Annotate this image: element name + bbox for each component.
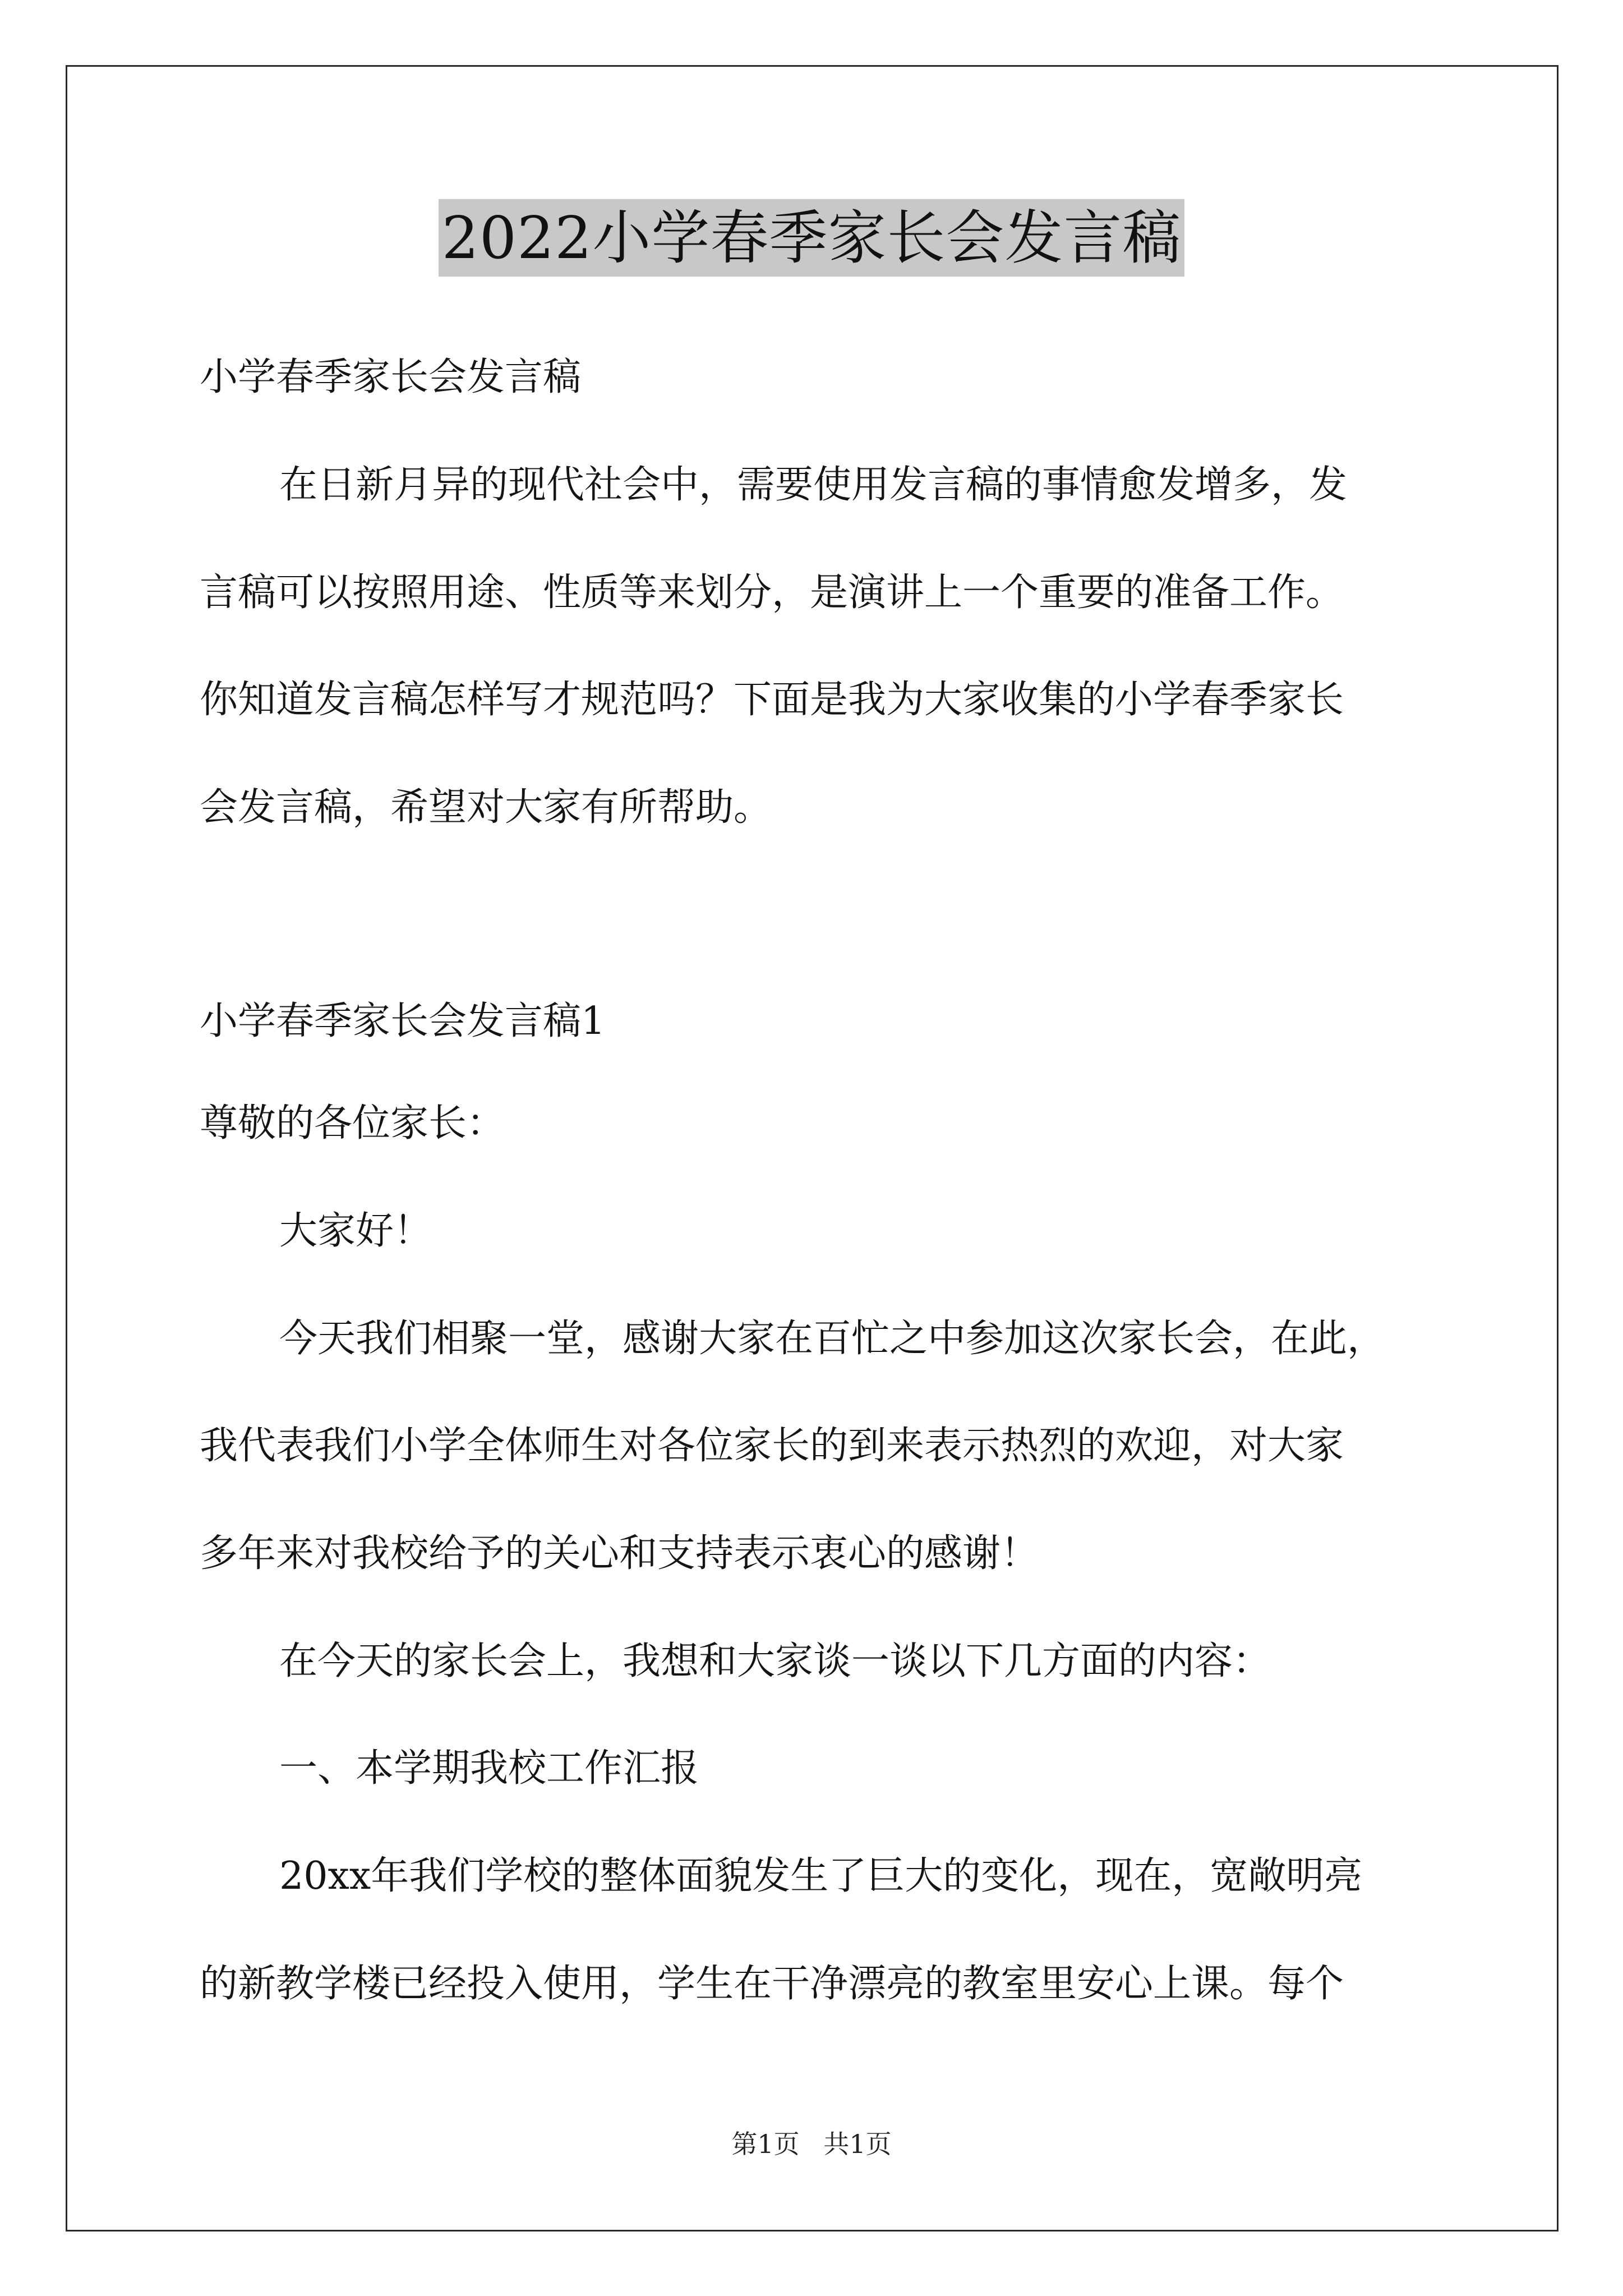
page-footer (0, 2127, 1623, 2161)
paragraph-line: 今天我们相聚一堂，感谢大家在百忙之中参加这次家长会，在此， (279, 1317, 1386, 1361)
salutation: 尊敬的各位家长： (200, 1101, 505, 1145)
title-container (0, 199, 1623, 277)
greeting: 大家好！ (279, 1209, 432, 1253)
intro-line: 你知道发言稿怎样写才规范吗？下面是我为大家收集的小学春季家长 (200, 678, 1344, 722)
page-total: 共1页 (823, 2129, 892, 2159)
list-item: 一、本学期我校工作汇报 (279, 1746, 699, 1791)
intro-line: 会发言稿，希望对大家有所帮助。 (200, 785, 772, 830)
subtitle: 小学春季家长会发言稿 (200, 355, 582, 399)
page-number: 第1页 (731, 2129, 800, 2159)
paragraph-line: 我代表我们小学全体师生对各位家长的到来表示热烈的欢迎，对大家 (200, 1424, 1344, 1468)
intro-line: 在日新月异的现代社会中，需要使用发言稿的事情愈发增多，发 (279, 463, 1348, 507)
paragraph-line: 在今天的家长会上，我想和大家谈一谈以下几方面的内容： (279, 1639, 1271, 1683)
intro-line: 言稿可以按照用途、性质等来划分，是演讲上一个重要的准备工作。 (200, 570, 1344, 615)
paragraph-line: 20xx年我们学校的整体面貌发生了巨大的变化，现在，宽敞明亮 (279, 1854, 1363, 1898)
paragraph-line: 的新教学楼已经投入使用，学生在干净漂亮的教室里安心上课。每个 (200, 1962, 1344, 2006)
section-heading: 小学春季家长会发言稿1 (200, 999, 606, 1043)
document-title: 2022小学春季家长会发言稿 (439, 199, 1185, 277)
paragraph-line: 多年来对我校给予的关心和支持表示衷心的感谢！ (200, 1531, 1039, 1576)
